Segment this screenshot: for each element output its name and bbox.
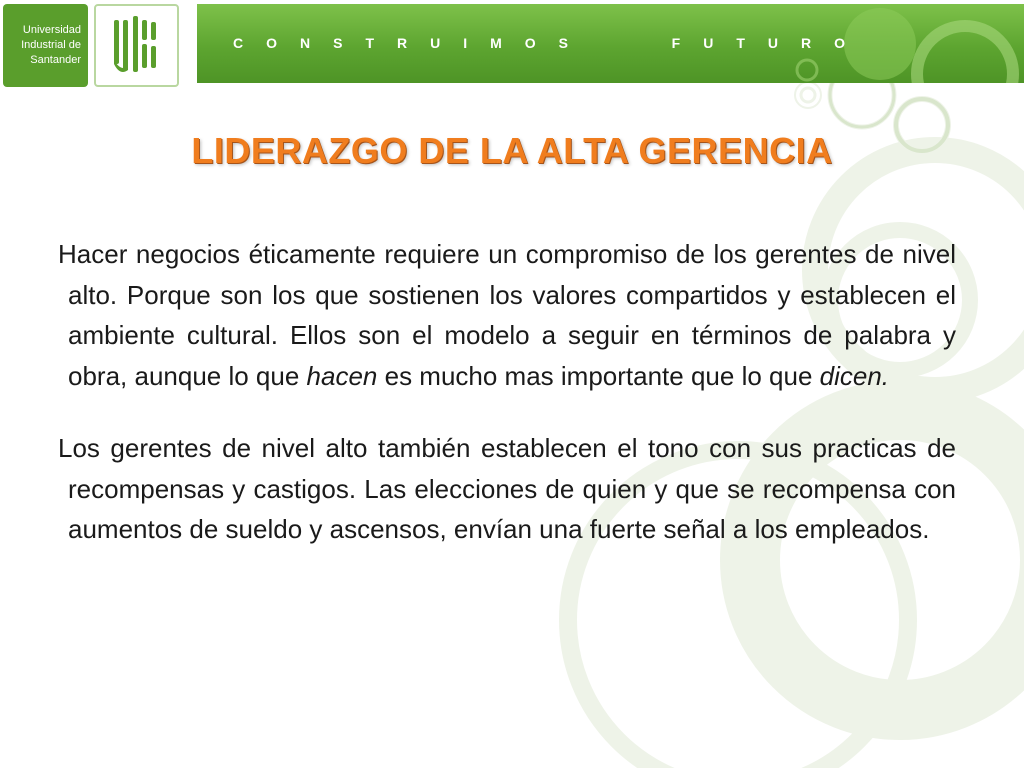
university-name bbox=[21, 23, 81, 68]
paragraph-2-text: Los gerentes de nivel alto también establecen el tono con sus practicas de recompensas y castigos. Las elecciones de quien y que se recompensa con aumentos de sueldo y ascensos, envían una fuerte señal a los empleados. bbox=[58, 433, 956, 544]
tagline: CONSTRUIMOS FUTURO bbox=[233, 35, 868, 51]
logo-line-2: Industrial de bbox=[21, 39, 81, 51]
uis-mark-icon bbox=[96, 6, 177, 85]
uis-mark bbox=[94, 4, 179, 87]
paragraph-2 bbox=[58, 428, 956, 550]
slide-body bbox=[58, 234, 956, 550]
paragraph-1 bbox=[58, 234, 956, 396]
paragraph-1-text-cont: es mucho mas importante que lo que bbox=[377, 360, 820, 391]
logo-line-1: Universidad bbox=[22, 24, 81, 36]
slide-title: LIDERAZGO DE LA ALTA GERENCIA bbox=[191, 130, 833, 171]
logo-line-3: Santander bbox=[30, 54, 81, 66]
paragraph-1-text: Hacer negocios éticamente requiere un compromiso de los gerentes de nivel alto. Porque son los que sostienen los valores compartidos y establecen el ambiente cultural. Ellos son el modelo a seguir en términos de palabra y obra, aunque lo que bbox=[58, 239, 956, 391]
emphasis-hacen: hacen bbox=[306, 360, 378, 391]
emphasis-dicen: dicen. bbox=[819, 360, 890, 391]
university-logo bbox=[3, 4, 88, 87]
